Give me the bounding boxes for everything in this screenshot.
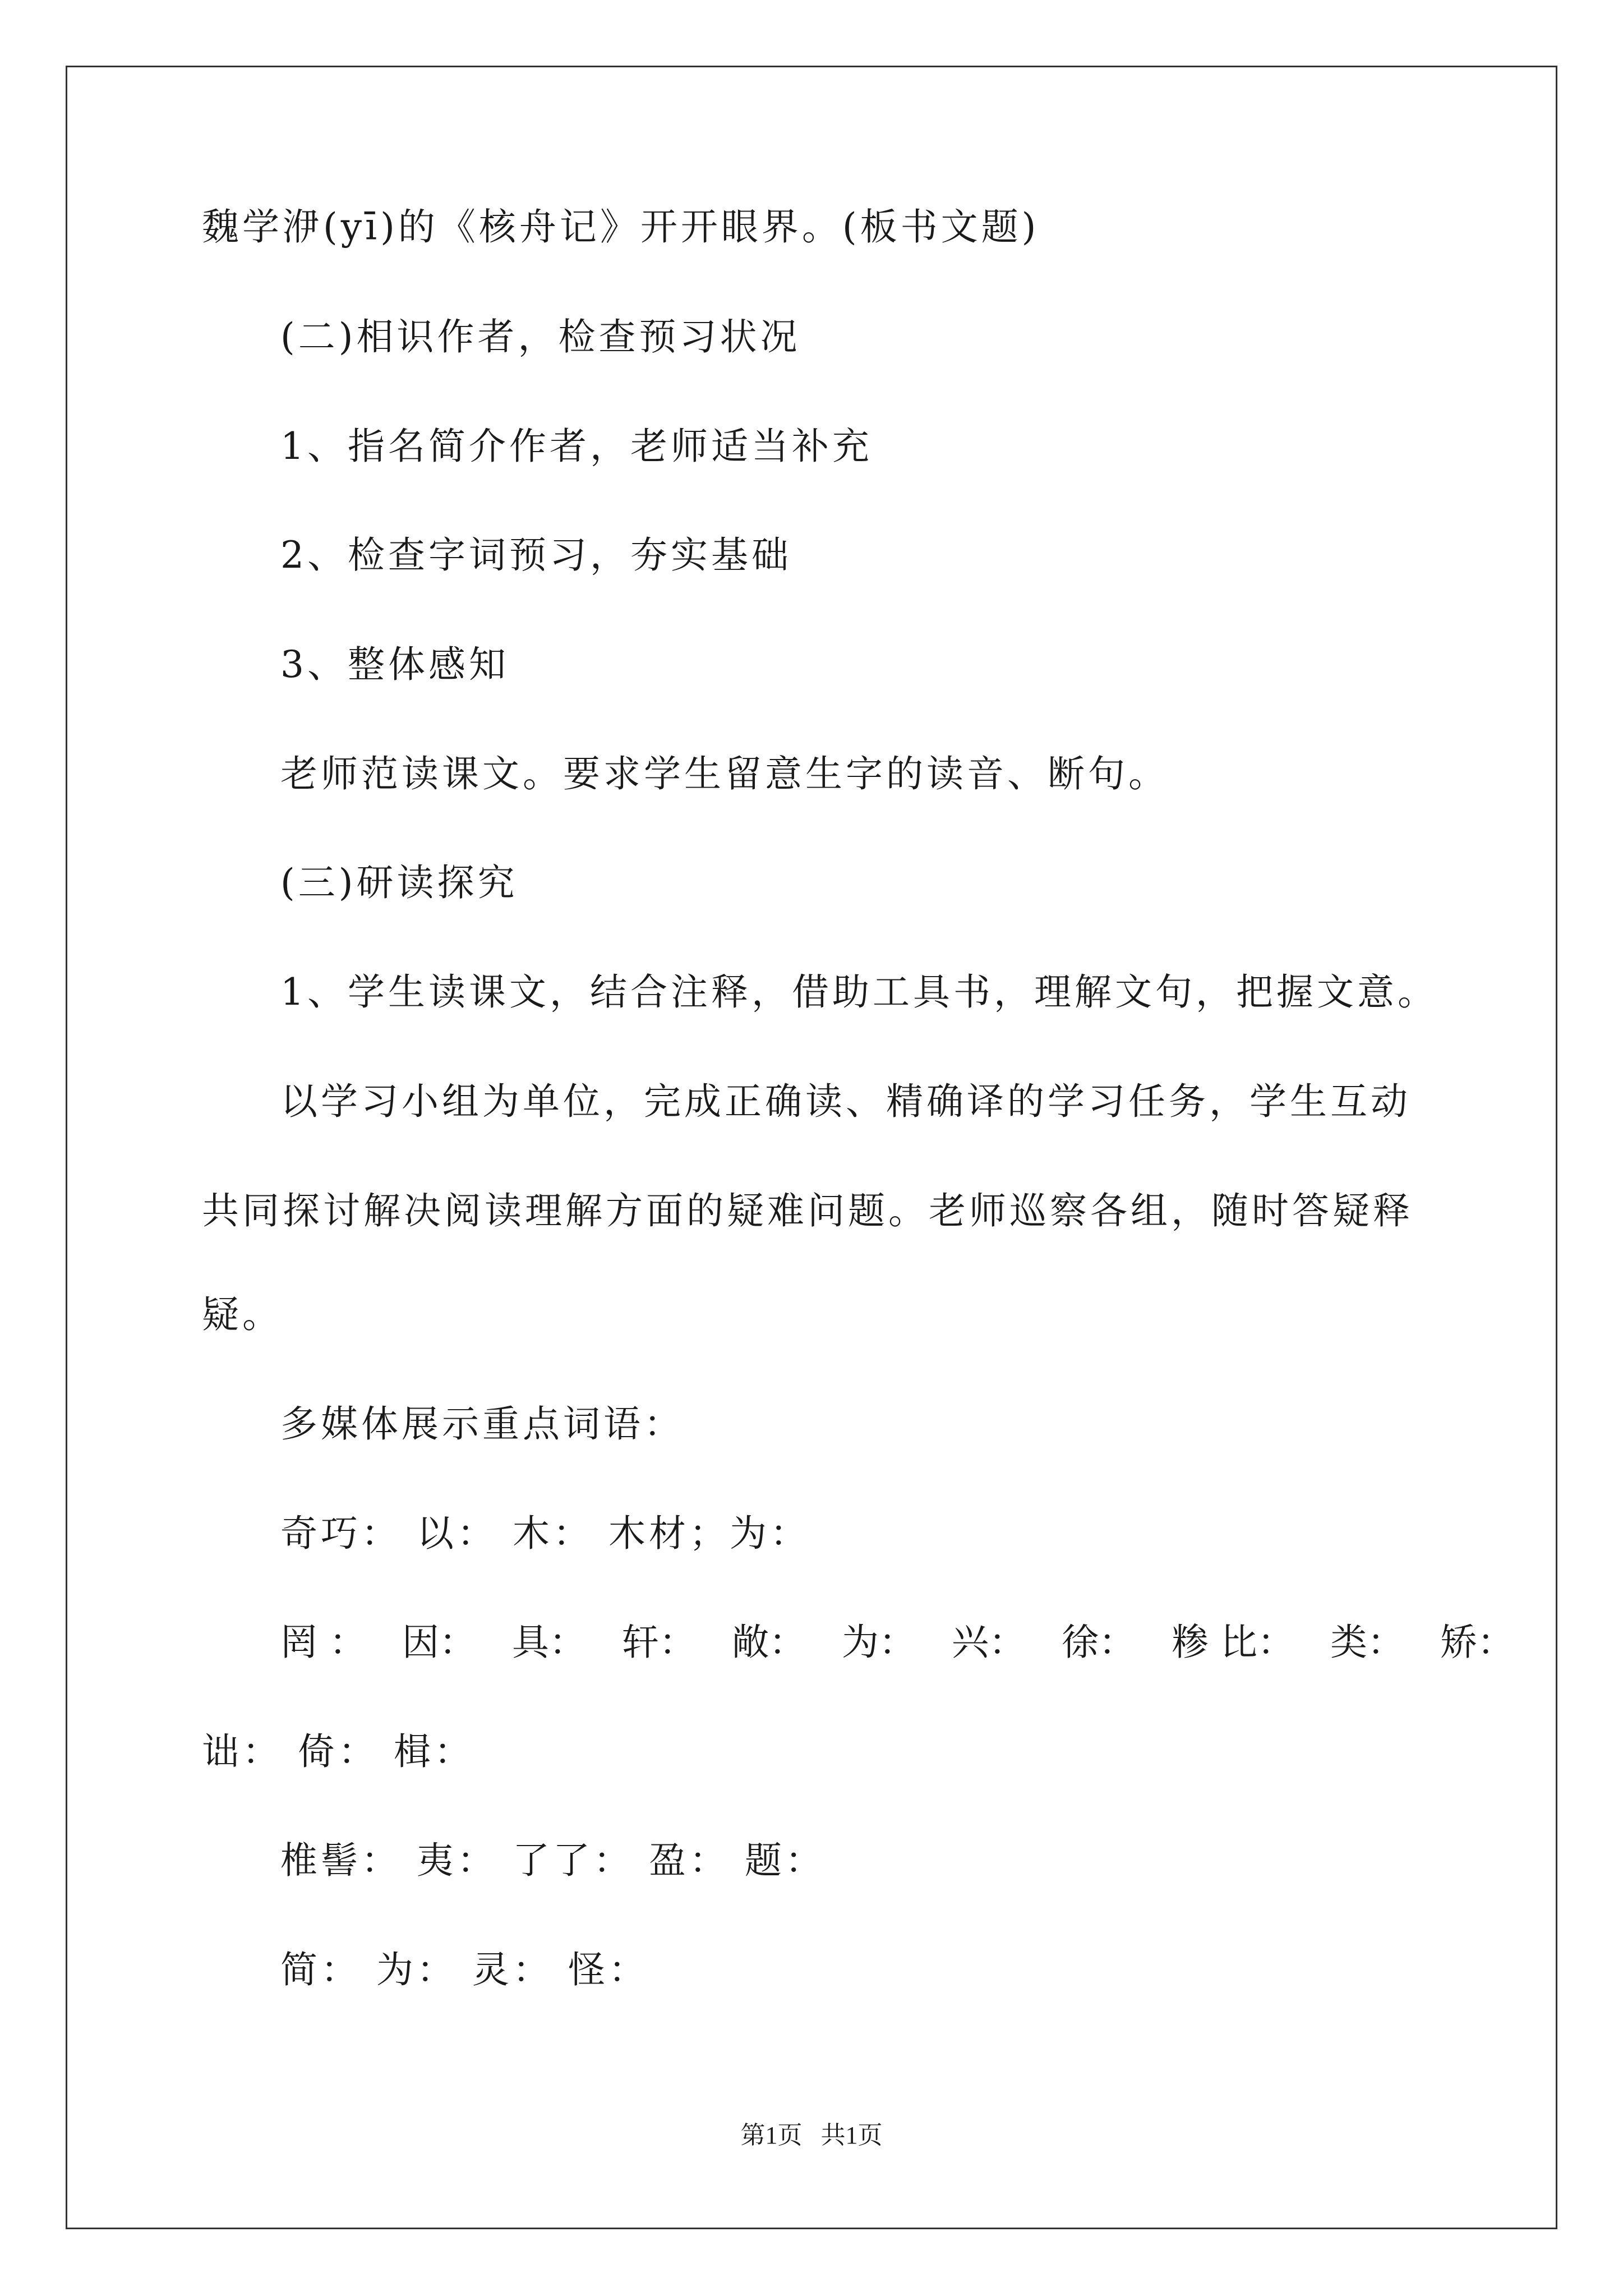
vocab-term: 糁 比： bbox=[1171, 1621, 1294, 1664]
text-line-9: 以学习小组为单位，完成正确读、精确译的学习任务，学生互动 bbox=[280, 1080, 1411, 1123]
text-line-11: 疑。 bbox=[202, 1293, 283, 1336]
vocab-line-1: 奇巧： 以： 木： 木材；为： bbox=[280, 1512, 810, 1555]
section-heading-3: (三)研读探究 bbox=[280, 861, 518, 904]
vocab-term: 敞： bbox=[731, 1621, 806, 1664]
page-frame bbox=[66, 66, 1557, 2229]
vocab-term: 类： bbox=[1330, 1621, 1404, 1664]
vocab-term: 因： bbox=[402, 1621, 476, 1664]
vocab-line-2 bbox=[280, 1621, 1514, 1664]
section-heading-2: (二)相识作者，检查预习状况 bbox=[280, 315, 801, 358]
vocab-term: 具： bbox=[511, 1621, 586, 1664]
text-line-5: 3、整体感知 bbox=[280, 643, 509, 686]
vocab-term: 罔 ： bbox=[280, 1621, 366, 1664]
vocab-line-5: 简： 为： 灵： 怪： bbox=[280, 1948, 649, 1991]
page-number: 第1页 共1页 bbox=[740, 2122, 883, 2149]
text-line-1: 魏学洢(yī)的《核舟记》开开眼界。(板书文题) bbox=[202, 205, 1040, 249]
text-line-10: 共同探讨解决阅读理解方面的疑难问题。老师巡察各组，随时答疑释 bbox=[202, 1189, 1413, 1232]
vocab-term: 轩： bbox=[621, 1621, 696, 1664]
vocab-term: 为： bbox=[841, 1621, 916, 1664]
text-line-4: 2、检查字词预习，夯实基础 bbox=[280, 533, 792, 577]
text-line-12: 多媒体展示重点词语： bbox=[280, 1402, 684, 1446]
vocab-line-3: 诎： 倚： 楫： bbox=[202, 1730, 474, 1773]
vocab-term: 矫： bbox=[1440, 1621, 1514, 1664]
text-line-8: 1、学生读课文，结合注释，借助工具书，理解文句，把握文意。 bbox=[280, 970, 1438, 1014]
text-line-6: 老师范读课文。要求学生留意生字的读音、断句。 bbox=[280, 752, 1169, 795]
vocab-term: 徐： bbox=[1061, 1621, 1136, 1664]
vocab-line-4: 椎髻： 夷： 了了： 盈： 题： bbox=[280, 1839, 826, 1882]
text-line-3: 1、指名简介作者，老师适当补充 bbox=[280, 425, 873, 468]
vocab-term: 兴： bbox=[951, 1621, 1026, 1664]
